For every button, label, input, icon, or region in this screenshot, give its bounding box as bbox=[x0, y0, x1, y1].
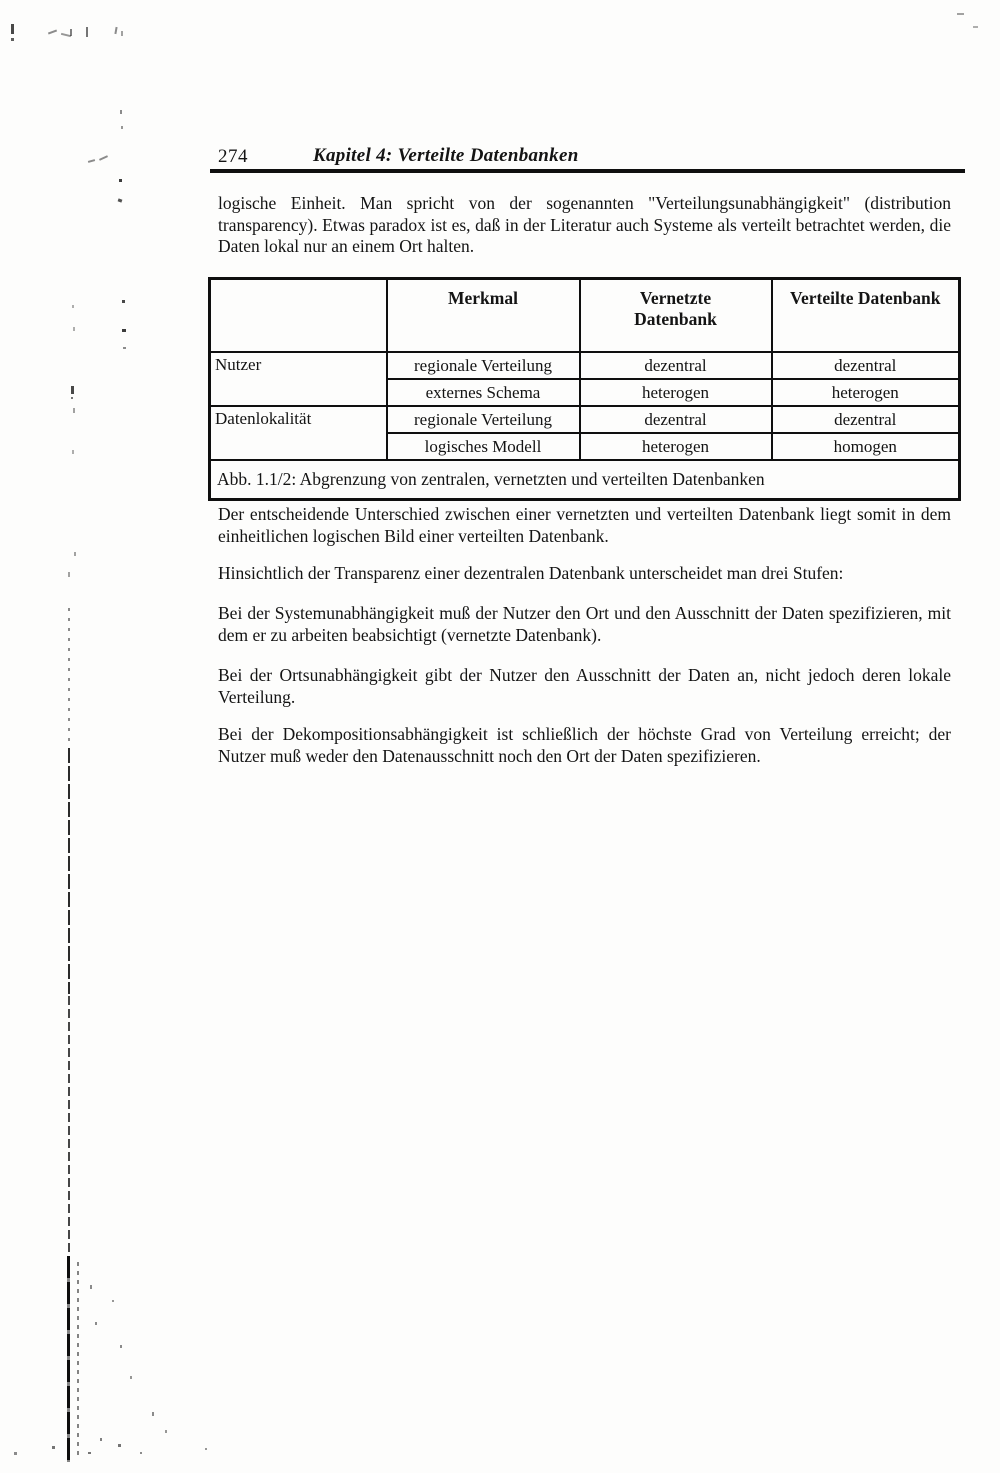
scan-speck-artifact bbox=[957, 13, 964, 15]
scan-speck-artifact bbox=[11, 38, 14, 41]
body-paragraph-1: logische Einheit. Man spricht von der sogenannten "Verteilungsunabhängigkeit" (distribution transparency). Etwas paradox ist es, daß in der Literatur auch Systeme als verteilt betrachtet werden, die Daten lokal nur an einem Ort halten. bbox=[218, 193, 951, 257]
scan-speck-artifact bbox=[73, 408, 75, 413]
scan-streak-artifact bbox=[77, 1262, 79, 1460]
scan-speck-artifact bbox=[73, 327, 75, 331]
scan-streak-artifact bbox=[68, 608, 70, 746]
scan-speck-artifact bbox=[152, 1412, 154, 1416]
table-cell: dezentral bbox=[772, 406, 960, 433]
scan-streak-artifact bbox=[67, 1256, 70, 1462]
scan-streak-artifact bbox=[68, 748, 70, 994]
scan-speck-artifact bbox=[14, 1452, 17, 1455]
table-row bbox=[210, 406, 960, 433]
header-rule bbox=[210, 169, 965, 173]
scan-speck-artifact bbox=[11, 24, 14, 34]
table-header-row bbox=[210, 279, 960, 353]
database-comparison-table bbox=[208, 277, 961, 501]
table-cell: heterogen bbox=[772, 379, 960, 406]
table-header-label: Merkmal bbox=[448, 288, 518, 308]
scan-speck-artifact bbox=[52, 1446, 55, 1449]
body-paragraph-3: Hinsichtlich der Transparenz einer dezentralen Datenbank unterscheidet man drei Stufen: bbox=[218, 563, 844, 583]
scan-speck-artifact bbox=[118, 198, 123, 202]
scan-speck-artifact bbox=[99, 155, 108, 161]
table-cell: dezentral bbox=[580, 352, 772, 379]
table-header-label: Verteilte Datenbank bbox=[789, 288, 941, 308]
scan-speck-artifact bbox=[71, 397, 73, 399]
scan-speck-artifact bbox=[121, 31, 123, 36]
table-cell: regionale Verteilung bbox=[387, 352, 580, 379]
scan-speck-artifact bbox=[72, 450, 74, 454]
scan-speck-artifact bbox=[72, 305, 74, 308]
scan-speck-artifact bbox=[122, 300, 125, 303]
table-header-merkmal bbox=[387, 279, 580, 353]
table-cell: heterogen bbox=[580, 379, 772, 406]
page-number: 274 bbox=[218, 146, 248, 167]
scan-speck-artifact bbox=[973, 26, 978, 28]
scan-streak-artifact bbox=[68, 996, 70, 1256]
table-header-verteilte-datenbank bbox=[772, 279, 960, 353]
table-caption: Abb. 1.1/2: Abgrenzung von zentralen, vernetzten und verteilten Datenbanken bbox=[210, 460, 960, 500]
running-title: Kapitel 4: Verteilte Datenbanken bbox=[313, 145, 579, 166]
scan-speck-artifact bbox=[90, 1285, 92, 1289]
table-row bbox=[210, 352, 960, 379]
table-cell: dezentral bbox=[772, 352, 960, 379]
scan-speck-artifact bbox=[48, 30, 57, 35]
table-header-empty bbox=[210, 279, 387, 353]
scan-speck-artifact bbox=[123, 347, 126, 349]
scan-speck-artifact bbox=[95, 1322, 97, 1325]
body-paragraph-2: Der entscheidende Unterschied zwischen einer vernetzten und verteilten Datenbank liegt somit in dem einheitlichen logischen Bild einer verteilten Datenbank. bbox=[218, 504, 951, 546]
scan-speck-artifact bbox=[88, 1452, 91, 1454]
scan-speck-artifact bbox=[140, 1452, 142, 1454]
scan-speck-artifact bbox=[71, 386, 74, 394]
scan-speck-artifact bbox=[114, 27, 117, 34]
scan-speck-artifact bbox=[165, 1430, 167, 1433]
table-header-label: Vernetzte Datenbank bbox=[634, 288, 717, 329]
table-cell: heterogen bbox=[580, 433, 772, 460]
scan-speck-artifact bbox=[121, 126, 123, 129]
scan-speck-artifact bbox=[205, 1448, 207, 1450]
table-cell: dezentral bbox=[580, 406, 772, 433]
scan-speck-artifact bbox=[86, 27, 88, 37]
body-paragraph-4: Bei der Systemunabhängigkeit muß der Nutzer den Ort und den Ausschnitt der Daten spezifizieren, mit dem er zu arbeiten beabsichtigt (vernetzte Datenbank). bbox=[218, 603, 951, 645]
table-caption-row bbox=[210, 460, 960, 500]
scan-speck-artifact bbox=[130, 1376, 132, 1379]
scan-speck-artifact bbox=[68, 572, 70, 577]
scan-speck-artifact bbox=[70, 29, 72, 36]
scan-speck-artifact bbox=[120, 1345, 122, 1348]
row-group-datenlokalitaet: Datenlokalität bbox=[210, 406, 387, 460]
scan-speck-artifact bbox=[100, 1438, 102, 1441]
scan-speck-artifact bbox=[88, 159, 95, 163]
scan-speck-artifact bbox=[120, 110, 122, 114]
body-paragraph-5: Bei der Ortsunabhängigkeit gibt der Nutzer den Ausschnitt der Daten an, nicht jedoch deren lokale Verteilung. bbox=[218, 665, 951, 707]
scan-speck-artifact bbox=[119, 179, 122, 182]
table-cell: regionale Verteilung bbox=[387, 406, 580, 433]
table-cell: externes Schema bbox=[387, 379, 580, 406]
body-paragraph-6: Bei der Dekompositionsabhängigkeit ist schließlich der höchste Grad von Verteilung erreicht; der Nutzer muß weder den Datenausschnitt noch den Ort der Daten spezifizieren. bbox=[218, 724, 951, 766]
table-cell: logisches Modell bbox=[387, 433, 580, 460]
table-cell: homogen bbox=[772, 433, 960, 460]
scan-speck-artifact bbox=[74, 552, 76, 556]
scan-speck-artifact bbox=[118, 1444, 121, 1447]
row-group-nutzer: Nutzer bbox=[210, 352, 387, 406]
scan-speck-artifact bbox=[122, 329, 126, 332]
table-header-vernetzte-datenbank bbox=[580, 279, 772, 353]
scan-speck-artifact bbox=[112, 1300, 114, 1302]
